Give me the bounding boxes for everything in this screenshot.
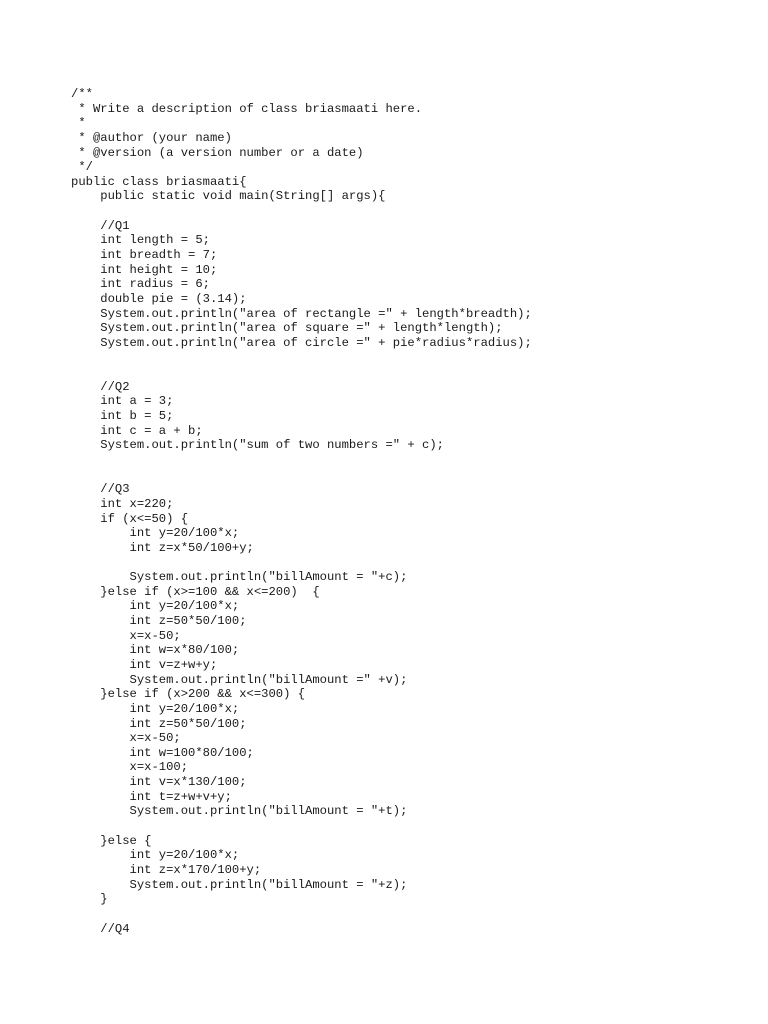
code-line: x=x-50; bbox=[71, 731, 181, 746]
code-line: int y=20/100*x; bbox=[71, 848, 240, 863]
code-line: System.out.println("billAmount =" +v); bbox=[71, 672, 408, 687]
code-line: int v=x*130/100; bbox=[71, 775, 247, 790]
code-line: System.out.println("area of circle =" + pie*radius*radius); bbox=[71, 335, 532, 350]
code-block bbox=[71, 87, 532, 936]
code-line: }else if (x>=100 && x<=200) { bbox=[71, 584, 320, 599]
code-line: int x=220; bbox=[71, 496, 174, 511]
code-line: double pie = (3.14); bbox=[71, 291, 247, 306]
code-line bbox=[71, 819, 532, 834]
code-line: int radius = 6; bbox=[71, 277, 210, 292]
code-line: x=x-50; bbox=[71, 628, 181, 643]
code-line: int t=z+w+v+y; bbox=[71, 789, 232, 804]
code-line bbox=[71, 453, 532, 468]
code-line: //Q1 bbox=[71, 218, 130, 233]
code-line: * @version (a version number or a date) bbox=[71, 145, 364, 160]
code-line: int y=20/100*x; bbox=[71, 526, 240, 541]
code-line: int y=20/100*x; bbox=[71, 599, 240, 614]
code-line: * Write a description of class briasmaati here. bbox=[71, 101, 423, 116]
code-line: System.out.println("area of square =" + length*length); bbox=[71, 321, 503, 336]
code-line: * bbox=[71, 116, 86, 131]
code-line: int length = 5; bbox=[71, 233, 210, 248]
code-line: //Q2 bbox=[71, 379, 130, 394]
code-line: }else if (x>200 && x<=300) { bbox=[71, 687, 306, 702]
code-line: } bbox=[71, 892, 108, 907]
code-line: int b = 5; bbox=[71, 409, 174, 424]
code-line bbox=[71, 468, 532, 483]
code-line: public class briasmaati{ bbox=[71, 174, 247, 189]
code-line: int z=x*170/100+y; bbox=[71, 862, 262, 877]
code-line: */ bbox=[71, 160, 93, 175]
code-line: System.out.println("sum of two numbers =" + c); bbox=[71, 438, 444, 453]
code-line: }else { bbox=[71, 833, 152, 848]
code-line: int w=x*80/100; bbox=[71, 643, 240, 658]
code-line: System.out.println("area of rectangle =" + length*breadth); bbox=[71, 306, 532, 321]
code-line: int c = a + b; bbox=[71, 423, 203, 438]
code-line: if (x<=50) { bbox=[71, 511, 189, 526]
code-line: //Q4 bbox=[71, 921, 130, 936]
code-line: int z=50*50/100; bbox=[71, 614, 247, 629]
code-line: /** bbox=[71, 87, 93, 101]
code-line: int w=100*80/100; bbox=[71, 745, 254, 760]
code-line: x=x-100; bbox=[71, 760, 189, 775]
code-line: int breadth = 7; bbox=[71, 248, 218, 263]
code-line: //Q3 bbox=[71, 482, 130, 497]
code-line: int z=x*50/100+y; bbox=[71, 540, 254, 555]
code-line: System.out.println("billAmount = "+c); bbox=[71, 570, 408, 585]
code-line: int y=20/100*x; bbox=[71, 701, 240, 716]
code-line: * @author (your name) bbox=[71, 130, 232, 145]
code-line: int z=50*50/100; bbox=[71, 716, 247, 731]
code-line: public static void main(String[] args){ bbox=[71, 189, 386, 204]
code-line bbox=[71, 204, 532, 219]
code-line: int v=z+w+y; bbox=[71, 657, 218, 672]
code-line: int height = 10; bbox=[71, 262, 218, 277]
code-line: System.out.println("billAmount = "+t); bbox=[71, 804, 408, 819]
code-line: int a = 3; bbox=[71, 394, 174, 409]
code-line bbox=[71, 907, 532, 922]
code-line: System.out.println("billAmount = "+z); bbox=[71, 877, 408, 892]
code-line bbox=[71, 351, 532, 366]
code-line bbox=[71, 556, 532, 571]
code-line bbox=[71, 365, 532, 380]
